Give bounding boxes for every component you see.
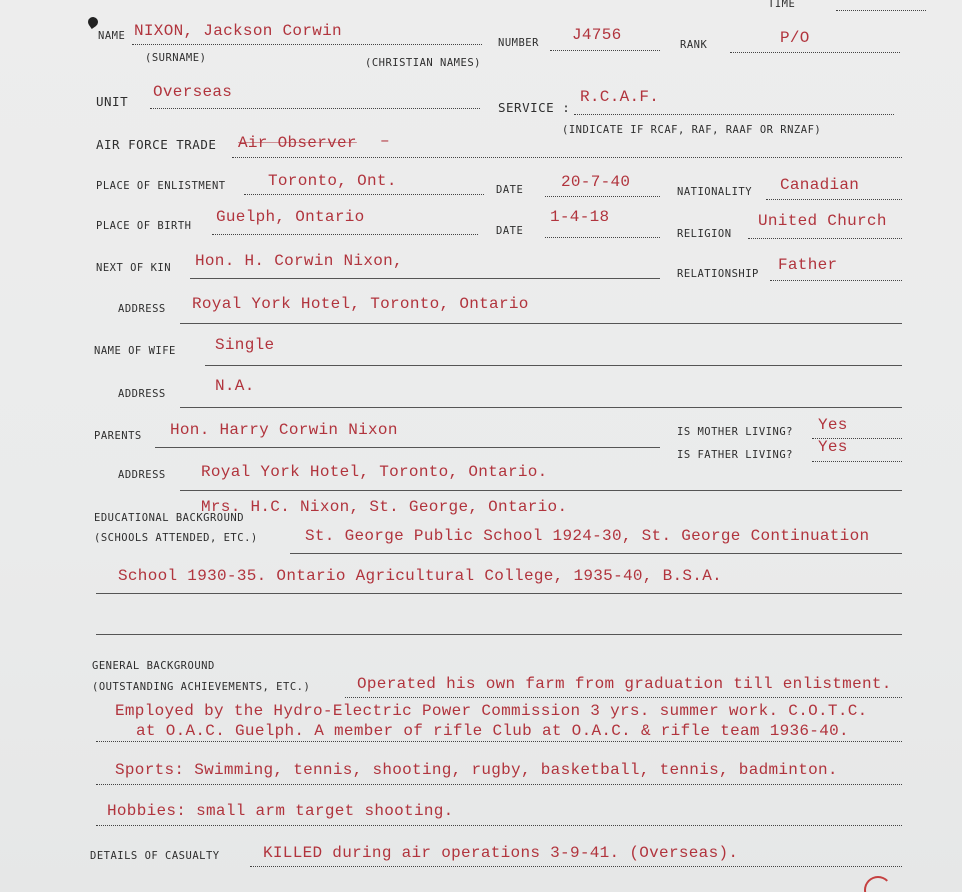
trade-label: AIR FORCE TRADE — [96, 137, 217, 152]
red-stamp-fragment — [864, 876, 892, 892]
general-line-4: Sports: Swimming, tennis, shooting, rugby, basketball, tennis, badminton. — [115, 761, 838, 779]
casualty-label: DETAILS OF CASUALTY — [90, 850, 220, 862]
trade-value: Air Observer — [238, 134, 357, 152]
education-hint: (SCHOOLS ATTENDED, ETC.) — [94, 532, 258, 544]
surname-hint: (SURNAME) — [145, 52, 207, 64]
religion-value: United Church — [758, 212, 887, 230]
enlistment-date: 20-7-40 — [561, 173, 631, 191]
birth-date: 1-4-18 — [550, 208, 610, 226]
name-value: NIXON, Jackson Corwin — [134, 22, 342, 40]
number-label: NUMBER — [498, 37, 539, 49]
general-line-1: Operated his own farm from graduation till enlistment. — [357, 675, 892, 693]
nationality-label: NATIONALITY — [677, 186, 753, 198]
casualty-value: KILLED during air operations 3-9-41. (Overseas). — [263, 844, 739, 862]
mother-living-value: Yes — [818, 416, 848, 434]
parents-label: PARENTS — [94, 430, 142, 442]
general-hint: (OUTSTANDING ACHIEVEMENTS, ETC.) — [92, 681, 311, 693]
general-line-3: at O.A.C. Guelph. A member of rifle Club at O.A.C. & rifle team 1936-40. — [136, 722, 849, 740]
trade-dash: – — [380, 132, 390, 150]
service-hint: (INDICATE IF RCAF, RAF, RAAF OR RNZAF) — [562, 124, 822, 136]
enlistment-value: Toronto, Ont. — [268, 172, 397, 190]
wife-address-label: ADDRESS — [118, 388, 166, 400]
education-line-1: St. George Public School 1924-30, St. George Continuation — [305, 527, 870, 545]
unit-value: Overseas — [153, 83, 233, 101]
parents-address-value-2: Mrs. H.C. Nixon, St. George, Ontario. — [201, 498, 568, 516]
parents-address-value: Royal York Hotel, Toronto, Ontario. — [201, 463, 548, 481]
number-value: J4756 — [572, 26, 622, 44]
name-label: NAME — [98, 30, 126, 42]
parents-address-label: ADDRESS — [118, 469, 166, 481]
relationship-value: Father — [778, 256, 838, 274]
education-label: EDUCATIONAL BACKGROUND — [94, 512, 245, 524]
service-label: SERVICE : — [498, 100, 571, 115]
christian-names-hint: (CHRISTIAN NAMES) — [365, 57, 481, 69]
father-living-value: Yes — [818, 438, 848, 456]
birth-label: PLACE OF BIRTH — [96, 220, 192, 232]
unit-label: UNIT — [96, 94, 129, 109]
kin-value: Hon. H. Corwin Nixon, — [195, 252, 403, 270]
kin-address-label: ADDRESS — [118, 303, 166, 315]
education-line-2: School 1930-35. Ontario Agricultural College, 1935-40, B.S.A. — [118, 567, 722, 585]
birth-date-label: DATE — [496, 225, 524, 237]
nationality-value: Canadian — [780, 176, 860, 194]
father-living-label: IS FATHER LIVING? — [677, 449, 793, 461]
ink-mark-icon — [86, 15, 100, 29]
service-value: R.C.A.F. — [580, 88, 660, 106]
general-label: GENERAL BACKGROUND — [92, 660, 215, 672]
wife-label: NAME OF WIFE — [94, 345, 176, 357]
wife-address-value: N.A. — [215, 377, 255, 395]
wife-value: Single — [215, 336, 275, 354]
parents-value: Hon. Harry Corwin Nixon — [170, 421, 398, 439]
rank-value: P/O — [780, 29, 810, 47]
relationship-label: RELATIONSHIP — [677, 268, 759, 280]
kin-address-value: Royal York Hotel, Toronto, Ontario — [192, 295, 529, 313]
kin-label: NEXT OF KIN — [96, 262, 172, 274]
enlistment-label: PLACE OF ENLISTMENT — [96, 180, 226, 192]
time-label: TIME — [768, 0, 796, 10]
general-line-2: Employed by the Hydro-Electric Power Commission 3 yrs. summer work. C.O.T.C. — [115, 702, 868, 720]
birth-value: Guelph, Ontario — [216, 208, 365, 226]
rank-label: RANK — [680, 39, 708, 51]
religion-label: RELIGION — [677, 228, 732, 240]
mother-living-label: IS MOTHER LIVING? — [677, 426, 793, 438]
enlistment-date-label: DATE — [496, 184, 524, 196]
general-line-5: Hobbies: small arm target shooting. — [107, 802, 454, 820]
